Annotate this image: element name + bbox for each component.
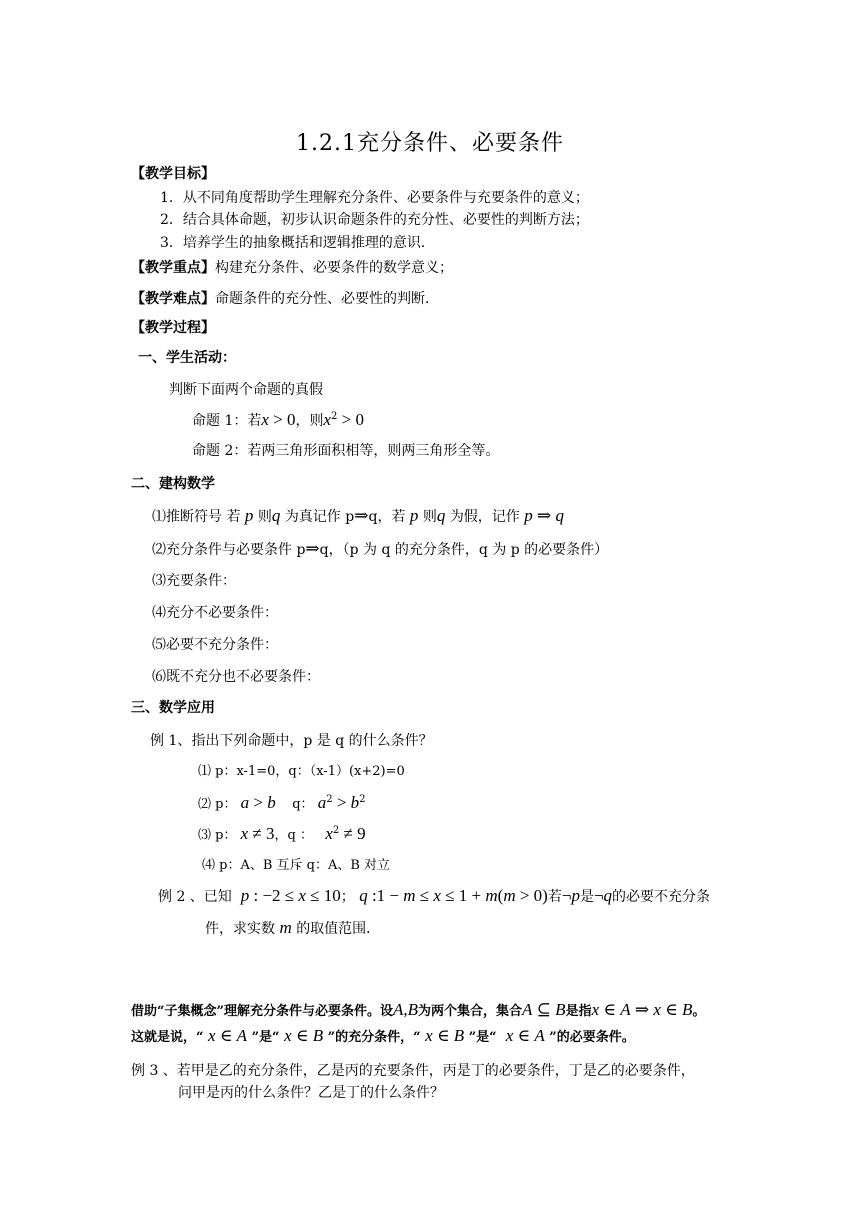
math-range-1: : −2 ≤ <box>249 886 299 905</box>
key-point-heading: 【教学重点】 <box>131 260 215 276</box>
math-x3: x <box>298 886 306 905</box>
math-comma: , <box>403 1000 408 1019</box>
math-x2: x <box>325 824 333 843</box>
definition-3: ⑶充要条件： <box>152 573 236 589</box>
math-xA: x <box>208 1026 216 1045</box>
note2-c: ”的充分条件，“ <box>327 1030 421 1045</box>
math-exp-2: 2 <box>331 411 338 422</box>
definition-1 <box>152 506 564 527</box>
difficulty-heading: 【教学难点】 <box>131 291 215 307</box>
def1-f: 为假，记作 <box>449 509 520 525</box>
implies-symbol-2: ⇒ <box>532 506 556 525</box>
ex2-g: 的取值范围． <box>296 921 381 937</box>
math-b2: b <box>350 793 360 812</box>
math-not-q: ¬ <box>593 886 604 905</box>
math-p2: p <box>409 506 419 525</box>
math-A3: A <box>236 1026 248 1045</box>
process-heading: 【教学过程】 <box>131 320 215 336</box>
difficulty-text: 命题条件的充分性、必要性的判断． <box>215 291 439 307</box>
math-q: q <box>271 506 281 525</box>
math-B3: B <box>681 1000 693 1019</box>
math-B: B <box>407 1000 418 1019</box>
note2-d: ”是“ <box>468 1030 497 1045</box>
math-ne-3: ≠ 3 <box>248 824 275 843</box>
example-1-item-1: ⑴ p：x-1=0，q：（x-1）(x+2)=0 <box>198 764 405 779</box>
math-q4: q <box>603 886 613 905</box>
goal-item-1: 1．从不同角度帮助学生理解充分条件、必要条件与充要条件的意义； <box>160 190 589 206</box>
math-m3: m <box>503 886 516 905</box>
math-range-5: ≤ 1 + <box>440 886 486 905</box>
math-q-range: q <box>359 886 368 905</box>
section2-heading: 二、建构数学 <box>131 476 215 492</box>
definition-2 <box>152 539 608 560</box>
definition-4: ⑷充分不必要条件： <box>152 605 278 621</box>
proposition-2: 命题 2：若两三角形面积相等，则两三角形全等。 <box>192 443 500 459</box>
math-in1: ∈ <box>215 1026 237 1045</box>
math-not-p: ¬ <box>561 886 572 905</box>
math-a-gt-b: a <box>240 793 250 812</box>
implies-symbol-3: ⇒ <box>305 539 320 558</box>
math-xA2: x <box>505 1026 514 1045</box>
math-A2: A <box>620 1000 631 1019</box>
def2-b: q，（p 为 q 的充分条件，q 为 p 的必要条件） <box>319 542 609 558</box>
math-p-range: p <box>240 886 250 905</box>
ex1-2-b: q： <box>292 797 314 812</box>
math-subseteq: ⊆ <box>532 1000 556 1019</box>
note1-d: 。 <box>692 1004 706 1019</box>
exp-2b: 2 <box>359 794 366 805</box>
ex2-d: 是 <box>579 889 594 905</box>
difficulty <box>131 289 439 309</box>
math-in2: ∈ <box>291 1026 313 1045</box>
math-p3: p <box>571 886 580 905</box>
proposition-1 <box>192 410 364 431</box>
math-A4: A <box>534 1026 545 1045</box>
math-in-B: ∈ <box>660 1000 682 1019</box>
note1-b: 为两个集合，集合 <box>418 1004 523 1019</box>
example-1-item-4: ⑷ p：A、B 互斥 q：A、B 对立 <box>202 858 391 873</box>
ex2-e: 的必要不充分条 <box>612 889 711 905</box>
math-x6: x <box>653 1000 661 1019</box>
math-in-A: ∈ <box>599 1000 621 1019</box>
example-2-line-1 <box>158 886 710 907</box>
math-m2: m <box>485 886 498 905</box>
math-A-subset-B: A <box>522 1000 533 1019</box>
note2-e: ”的必要条件。 <box>549 1030 635 1045</box>
math-xB: x <box>284 1026 292 1045</box>
subset-note-line-2 <box>131 1026 635 1048</box>
def2-a: ⑵充分条件与必要条件 p <box>152 542 306 558</box>
math-a2: a <box>317 793 327 812</box>
example-1: 例 1、指出下列命题中，p 是 q 的什么条件？ <box>150 733 433 749</box>
math-range-2: ≤ 10 <box>305 886 341 905</box>
math-gt: > <box>249 793 268 812</box>
example-1-item-2 <box>198 793 366 815</box>
note2-b: ”是“ <box>251 1030 280 1045</box>
math-ne-9: ≠ 9 <box>339 824 366 843</box>
math-implies: ⇒ <box>630 1000 654 1019</box>
math-x-gt-0: x <box>261 410 269 429</box>
note2-a: 这就是说，“ <box>131 1030 204 1045</box>
prop1-prefix: 命题 1：若 <box>192 413 262 429</box>
page-title: 1.2.1充分条件、必要条件 <box>296 131 564 156</box>
def1-a: ⑴推断符号 若 <box>152 509 241 525</box>
example-3-line-2: 问甲是丙的什么条件？乙是丁的什么条件？ <box>178 1085 444 1101</box>
math-gt-0b: > 0 <box>337 410 365 429</box>
key-point-text: 构建充分条件、必要条件的数学意义； <box>215 260 453 276</box>
math-x-squared: x <box>323 410 332 429</box>
math-m4: m <box>279 918 292 937</box>
math-p: p <box>244 506 254 525</box>
goal-item-3: 3．培养学生的抽象概括和逻辑推理的意识． <box>160 235 435 251</box>
ex2-c: 若 <box>547 889 562 905</box>
exp-2c: 2 <box>332 825 340 836</box>
key-point <box>131 258 453 278</box>
math-B4: B <box>312 1026 324 1045</box>
math-x5: x <box>591 1000 600 1019</box>
math-p-implies-q: p <box>524 506 533 525</box>
math-in3: ∈ <box>432 1026 454 1045</box>
section1-heading: 一、学生活动： <box>138 350 236 366</box>
def1-b: 则 <box>257 509 272 525</box>
exp-2a: 2 <box>326 794 333 805</box>
math-q2: q <box>436 506 446 525</box>
math-gt-0c: > 0) <box>515 886 548 905</box>
section1-intro: 判断下面两个命题的真假 <box>169 382 323 398</box>
example-1-item-3 <box>198 824 366 846</box>
math-paren: ( <box>497 886 504 905</box>
math-B5: B <box>453 1026 465 1045</box>
ex1-3-b: ，q ： <box>274 828 313 843</box>
ex2-b: ； <box>340 889 355 905</box>
section3-heading: 三、数学应用 <box>131 700 215 716</box>
note1-a: 借助“子集概念”理解充分条件与必要条件。设 <box>131 1004 393 1019</box>
example-3-line-1: 例 3 、若甲是乙的充分条件，乙是丙的充要条件，丙是丁的必要条件，丁是乙的必要条件， <box>131 1063 695 1079</box>
ex1-2-a: ⑵ p： <box>198 797 237 812</box>
ex2-a: 例 2 、已知 <box>158 889 232 905</box>
math-A-B: A <box>392 1000 404 1019</box>
math-gt-0: > 0 <box>268 410 296 429</box>
subset-note-line-1 <box>131 1000 705 1022</box>
ex2-f: 件，求实数 <box>205 921 275 937</box>
definition-6: ⑹既不充分也不必要条件： <box>152 669 320 685</box>
math-range-4: ≤ <box>415 886 434 905</box>
math-b: b <box>267 793 276 812</box>
math-q3: q <box>555 506 565 525</box>
math-x-ne-3: x <box>240 824 249 843</box>
goal-item-2: 2．结合具体命题，初步认识命题条件的充分性、必要性的判断方法； <box>160 212 589 228</box>
math-xB2: x <box>425 1026 433 1045</box>
math-B2: B <box>555 1000 566 1019</box>
def1-e: 则 <box>422 509 437 525</box>
math-m: m <box>403 886 416 905</box>
def1-c: 为真记作 p <box>284 509 355 525</box>
implies-symbol: ⇒ <box>354 506 369 525</box>
goals-heading: 【教学目标】 <box>131 166 215 182</box>
prop1-then: ，则 <box>295 413 324 429</box>
note1-c: 是指 <box>565 1004 592 1019</box>
math-gt2: > <box>332 793 351 812</box>
def1-d: q，若 <box>368 509 406 525</box>
math-in4: ∈ <box>513 1026 535 1045</box>
example-2-line-2 <box>205 918 380 939</box>
math-range-3: :1 − <box>367 886 404 905</box>
definition-5: ⑸必要不充分条件： <box>152 637 278 653</box>
math-x4: x <box>433 886 441 905</box>
ex1-3-a: ⑶ p： <box>198 828 237 843</box>
